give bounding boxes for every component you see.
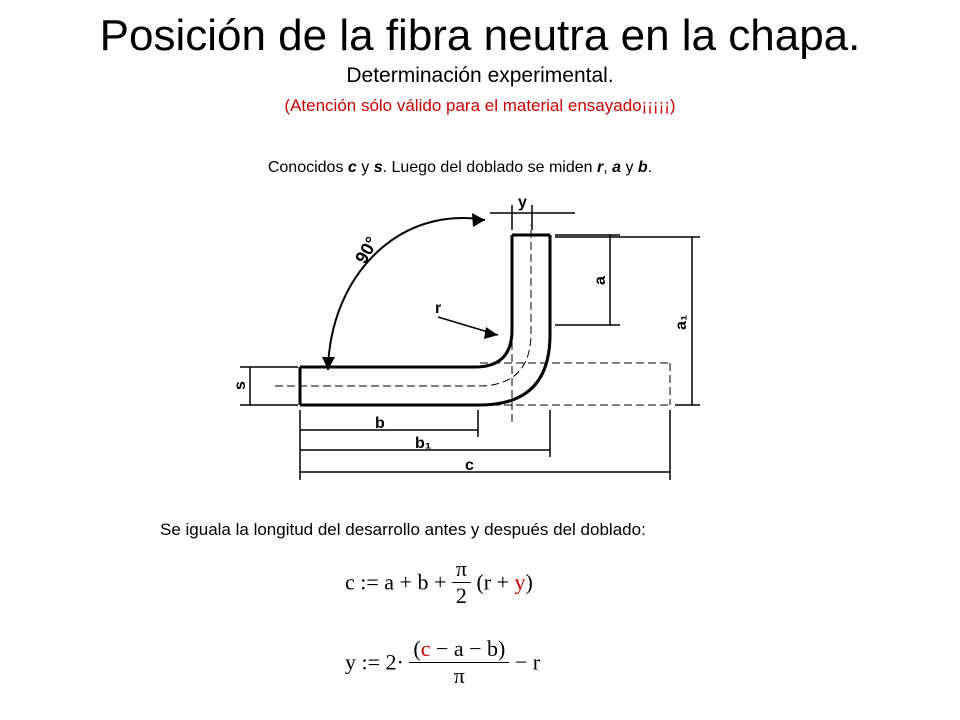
label-a: a bbox=[592, 276, 609, 285]
equation-intro-text: Se iguala la longitud del desarrollo antes y después del doblado: bbox=[160, 520, 646, 539]
label-c: c bbox=[465, 457, 474, 474]
page-title: Posición de la fibra neutra en la chapa. bbox=[99, 11, 861, 60]
angle-label: 90° bbox=[351, 233, 383, 267]
bent-sheet-diagram bbox=[180, 185, 720, 495]
known-variables-text: Conocidos c y s. Luego del doblado se miden r, a y b. bbox=[267, 159, 653, 176]
page-subtitle: Determinación experimental. bbox=[346, 64, 614, 87]
formula-c: c := a + b + $\frac{\pi}{2}$ (r + y) bbox=[345, 556, 533, 608]
angle-arc bbox=[328, 218, 485, 370]
formula-y: y := 2· $\frac{(c - a - b)}{\pi}$ − r bbox=[345, 636, 541, 688]
label-b1: b₁ bbox=[415, 435, 432, 452]
sheet-inner-contour bbox=[300, 235, 512, 367]
label-s: s bbox=[232, 381, 249, 390]
label-y: y bbox=[518, 194, 527, 211]
warning-note: (Atención sólo válido para el material ensayado¡¡¡¡¡) bbox=[284, 96, 676, 115]
variable-y-highlight: y bbox=[514, 569, 526, 595]
label-b: b bbox=[375, 415, 385, 432]
neutral-fiber-line bbox=[275, 225, 531, 386]
label-a1: a₁ bbox=[673, 314, 690, 330]
label-r: r bbox=[435, 300, 442, 317]
variable-c-highlight: c bbox=[420, 636, 431, 661]
